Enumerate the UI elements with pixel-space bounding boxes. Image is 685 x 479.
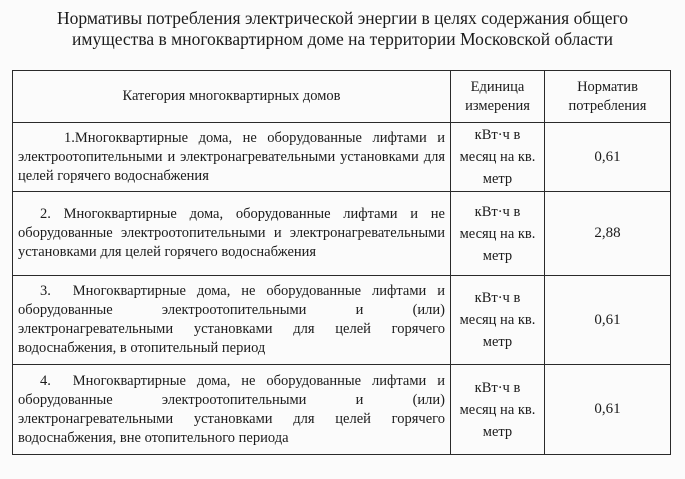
row-category-cell: [13, 276, 451, 365]
norms-table: [12, 70, 671, 455]
row-category-cell: [13, 192, 451, 276]
row-category-text: Многоквартирные дома, оборудованные лифтами и не оборудованные электроотопительными и электронагревательными установками для целей горячего водоснабжения: [18, 206, 445, 260]
row-value: 0,61: [545, 365, 671, 455]
header-category: Категория многоквартирных домов: [13, 71, 451, 123]
row-category-text: Многоквартирные дома, не оборудованные лифтами и электроотопительными и электронагревательными установками для целей горячего водоснабжения: [18, 129, 445, 184]
table-row: [13, 192, 671, 276]
row-category-text: Многоквартирные дома, не оборудованные лифтами и оборудованные электроотопительными и (или) электронагревательными установками для целей горячего водоснабжения, вне отопительного периода: [18, 372, 445, 446]
row-unit: кВт·ч в месяц на кв. метр: [451, 123, 545, 192]
row-number: 4.: [40, 372, 51, 389]
document-title: [0, 8, 685, 50]
row-value: 0,61: [545, 276, 671, 365]
table-row: [13, 123, 671, 192]
row-number: 3.: [40, 283, 51, 299]
row-unit: кВт·ч в месяц на кв. метр: [451, 276, 545, 365]
title-line-1: Нормативы потребления электрической энергии в целях содержания общего: [57, 8, 628, 28]
row-unit: кВт·ч в месяц на кв. метр: [451, 192, 545, 276]
table-header-row: [13, 71, 671, 123]
table-row: [13, 276, 671, 365]
row-category-text: Многоквартирные дома, не оборудованные лифтами и оборудованные электроотопительными и (или) электронагревательными установками для целей горячего водоснабжения, в отопительный период: [18, 283, 445, 356]
row-value: 2,88: [545, 192, 671, 276]
row-value: 0,61: [545, 123, 671, 192]
title-line-2: имущества в многоквартирном доме на территории Московской области: [72, 29, 613, 49]
row-number: 2.: [40, 206, 51, 222]
row-unit: кВт·ч в месяц на кв. метр: [451, 365, 545, 455]
table-row: [13, 365, 671, 455]
header-unit: Единица измерения: [451, 71, 545, 123]
row-category-cell: [13, 123, 451, 192]
row-category-cell: [13, 365, 451, 455]
row-number: 1.: [64, 129, 75, 146]
header-norm: Норматив потребления: [545, 71, 671, 123]
